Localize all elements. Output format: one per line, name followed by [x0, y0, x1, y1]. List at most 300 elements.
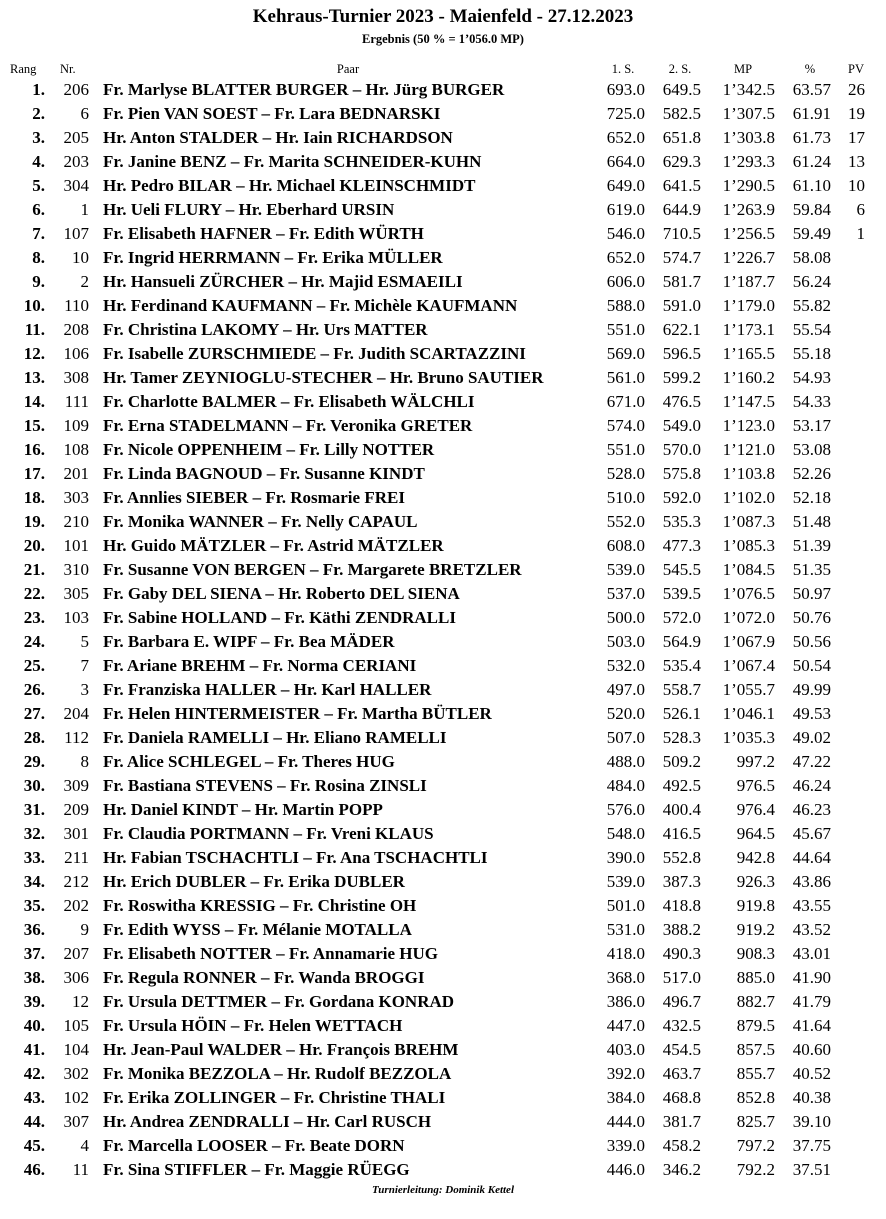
pair-number-cell: 301 — [63, 824, 89, 843]
percent-cell: 51.35 — [792, 560, 831, 579]
session-2-cell: 599.2 — [662, 368, 701, 387]
mp-cell: 1’173.1 — [722, 320, 775, 339]
pv-cell: 1 — [856, 224, 865, 243]
session-1-cell: 510.0 — [606, 488, 645, 507]
mp-cell: 1’076.5 — [722, 584, 775, 603]
pair-number-cell: 8 — [80, 752, 89, 771]
table-row — [0, 390, 886, 414]
rank-cell: 1. — [32, 80, 45, 99]
pair-names-cell: Fr. Nicole OPPENHEIM – Fr. Lilly NOTTER — [103, 440, 435, 459]
pv-cell: 10 — [848, 176, 865, 195]
table-row — [0, 438, 886, 462]
pair-names-cell: Hr. Hansueli ZÜRCHER – Hr. Majid ESMAEILI — [103, 272, 463, 291]
mp-cell: 919.8 — [736, 896, 775, 915]
pair-number-cell: 2 — [80, 272, 89, 291]
header-session-2: 2. S. — [668, 62, 692, 76]
pair-names-cell: Fr. Edith WYSS – Fr. Mélanie MOTALLA — [103, 920, 412, 939]
pv-cell: 17 — [848, 128, 865, 147]
pair-number-cell: 108 — [63, 440, 89, 459]
table-row — [0, 198, 886, 222]
header-pv: PV — [848, 62, 864, 76]
percent-cell: 61.91 — [792, 104, 831, 123]
session-2-cell: 509.2 — [662, 752, 701, 771]
rank-cell: 7. — [32, 224, 45, 243]
table-row — [0, 990, 886, 1014]
table-row — [0, 966, 886, 990]
header-mp: MP — [733, 62, 753, 76]
pair-names-cell: Fr. Isabelle ZURSCHMIEDE – Fr. Judith SCARTAZZINI — [103, 344, 526, 363]
pair-names-cell: Hr. Guido MÄTZLER – Fr. Astrid MÄTZLER — [103, 536, 444, 555]
table-row — [0, 630, 886, 654]
mp-cell: 1’085.3 — [722, 536, 775, 555]
pair-number-cell: 107 — [63, 224, 89, 243]
mp-cell: 976.5 — [736, 776, 775, 795]
table-row — [0, 342, 886, 366]
session-1-cell: 551.0 — [606, 320, 645, 339]
percent-cell: 54.33 — [792, 392, 831, 411]
session-1-cell: 649.0 — [606, 176, 645, 195]
results-table — [0, 78, 886, 1182]
mp-cell: 908.3 — [736, 944, 775, 963]
mp-cell: 882.7 — [736, 992, 775, 1011]
session-2-cell: 629.3 — [662, 152, 701, 171]
table-row — [0, 294, 886, 318]
header-session-1: 1. S. — [611, 62, 635, 76]
pair-number-cell: 111 — [64, 392, 89, 411]
session-1-cell: 539.0 — [606, 872, 645, 891]
rank-cell: 25. — [23, 656, 45, 675]
rank-cell: 15. — [23, 416, 45, 435]
rank-cell: 9. — [32, 272, 45, 291]
rank-cell: 34. — [23, 872, 45, 891]
session-2-cell: 641.5 — [662, 176, 701, 195]
header-paar: Paar — [336, 62, 360, 76]
pv-cell: 19 — [848, 104, 865, 123]
pair-number-cell: 305 — [63, 584, 89, 603]
mp-cell: 1’055.7 — [722, 680, 775, 699]
table-row — [0, 798, 886, 822]
rank-cell: 37. — [23, 944, 45, 963]
pair-names-cell: Hr. Jean-Paul WALDER – Hr. François BREHM — [103, 1040, 459, 1059]
percent-cell: 46.24 — [792, 776, 831, 795]
session-2-cell: 592.0 — [662, 488, 701, 507]
pair-number-cell: 12 — [72, 992, 89, 1011]
pair-number-cell: 209 — [63, 800, 89, 819]
pair-names-cell: Fr. Barbara E. WIPF – Fr. Bea MÄDER — [103, 632, 395, 651]
rank-cell: 46. — [23, 1160, 45, 1179]
session-1-cell: 569.0 — [606, 344, 645, 363]
tournament-director: Turnierleitung: Dominik Kettel — [372, 1184, 514, 1196]
table-row — [0, 822, 886, 846]
session-2-cell: 346.2 — [662, 1160, 701, 1179]
session-1-cell: 497.0 — [606, 680, 645, 699]
pair-names-cell: Fr. Sabine HOLLAND – Fr. Käthi ZENDRALLI — [103, 608, 456, 627]
rank-cell: 13. — [23, 368, 45, 387]
rank-cell: 17. — [23, 464, 45, 483]
session-1-cell: 386.0 — [606, 992, 645, 1011]
percent-cell: 40.38 — [792, 1088, 831, 1107]
mp-cell: 997.2 — [736, 752, 775, 771]
rank-cell: 19. — [23, 512, 45, 531]
table-row — [0, 1158, 886, 1182]
pair-number-cell: 202 — [63, 896, 89, 915]
pair-names-cell: Fr. Annlies SIEBER – Fr. Rosmarie FREI — [103, 488, 405, 507]
table-header — [0, 60, 886, 78]
pair-names-cell: Fr. Daniela RAMELLI – Hr. Eliano RAMELLI — [103, 728, 447, 747]
header-rang: Rang — [10, 62, 37, 76]
percent-cell: 41.90 — [792, 968, 831, 987]
percent-cell: 43.01 — [792, 944, 831, 963]
percent-cell: 46.23 — [792, 800, 831, 819]
session-1-cell: 520.0 — [606, 704, 645, 723]
pair-number-cell: 304 — [63, 176, 89, 195]
session-1-cell: 652.0 — [606, 128, 645, 147]
rank-cell: 28. — [23, 728, 45, 747]
pv-cell: 13 — [848, 152, 865, 171]
percent-cell: 49.99 — [792, 680, 831, 699]
percent-cell: 37.75 — [792, 1136, 831, 1155]
table-row — [0, 582, 886, 606]
session-2-cell: 591.0 — [662, 296, 701, 315]
pair-names-cell: Fr. Sina STIFFLER – Fr. Maggie RÜEGG — [103, 1160, 410, 1179]
percent-cell: 52.18 — [792, 488, 831, 507]
mp-cell: 1’102.0 — [722, 488, 775, 507]
percent-cell: 43.52 — [792, 920, 831, 939]
mp-cell: 1’165.5 — [722, 344, 775, 363]
session-2-cell: 387.3 — [662, 872, 701, 891]
percent-cell: 39.10 — [792, 1112, 831, 1131]
percent-cell: 40.60 — [792, 1040, 831, 1059]
pair-names-cell: Fr. Janine BENZ – Fr. Marita SCHNEIDER-KUHN — [103, 152, 482, 171]
session-1-cell: 561.0 — [606, 368, 645, 387]
session-1-cell: 446.0 — [606, 1160, 645, 1179]
rank-cell: 32. — [23, 824, 45, 843]
session-2-cell: 552.8 — [662, 848, 701, 867]
pair-names-cell: Fr. Franziska HALLER – Hr. Karl HALLER — [103, 680, 432, 699]
pair-names-cell: Fr. Monika WANNER – Fr. Nelly CAPAUL — [103, 512, 418, 531]
pair-names-cell: Fr. Elisabeth HAFNER – Fr. Edith WÜRTH — [103, 224, 424, 243]
mp-cell: 1’307.5 — [722, 104, 775, 123]
pair-names-cell: Fr. Erika ZOLLINGER – Fr. Christine THALI — [103, 1088, 446, 1107]
rank-cell: 4. — [32, 152, 45, 171]
rank-cell: 31. — [23, 800, 45, 819]
table-row — [0, 150, 886, 174]
rank-cell: 23. — [23, 608, 45, 627]
rank-cell: 39. — [23, 992, 45, 1011]
percent-cell: 49.02 — [792, 728, 831, 747]
table-row — [0, 870, 886, 894]
session-2-cell: 468.8 — [662, 1088, 701, 1107]
rank-cell: 21. — [23, 560, 45, 579]
rank-cell: 30. — [23, 776, 45, 795]
percent-cell: 52.26 — [792, 464, 831, 483]
table-row — [0, 1062, 886, 1086]
rank-cell: 6. — [32, 200, 45, 219]
percent-cell: 63.57 — [792, 80, 831, 99]
session-1-cell: 693.0 — [606, 80, 645, 99]
session-2-cell: 575.8 — [662, 464, 701, 483]
session-2-cell: 477.3 — [662, 536, 701, 555]
percent-cell: 51.48 — [792, 512, 831, 531]
pair-names-cell: Fr. Ariane BREHM – Fr. Norma CERIANI — [103, 656, 417, 675]
percent-cell: 50.76 — [792, 608, 831, 627]
session-2-cell: 649.5 — [662, 80, 701, 99]
table-row — [0, 246, 886, 270]
session-1-cell: 664.0 — [606, 152, 645, 171]
rank-cell: 36. — [23, 920, 45, 939]
session-2-cell: 458.2 — [662, 1136, 701, 1155]
session-2-cell: 517.0 — [662, 968, 701, 987]
mp-cell: 926.3 — [736, 872, 775, 891]
mp-cell: 1’046.1 — [722, 704, 775, 723]
percent-cell: 55.54 — [792, 320, 831, 339]
pair-number-cell: 5 — [80, 632, 89, 651]
pair-names-cell: Hr. Daniel KINDT – Hr. Martin POPP — [103, 800, 383, 819]
session-1-cell: 548.0 — [606, 824, 645, 843]
percent-cell: 50.56 — [792, 632, 831, 651]
mp-cell: 1’067.9 — [722, 632, 775, 651]
session-1-cell: 503.0 — [606, 632, 645, 651]
rank-cell: 38. — [23, 968, 45, 987]
percent-cell: 59.84 — [792, 200, 831, 219]
table-row — [0, 102, 886, 126]
table-row — [0, 174, 886, 198]
pair-names-cell: Hr. Ferdinand KAUFMANN – Fr. Michèle KAUFMANN — [103, 296, 518, 315]
pair-names-cell: Hr. Andrea ZENDRALLI – Hr. Carl RUSCH — [103, 1112, 432, 1131]
rank-cell: 40. — [23, 1016, 45, 1035]
percent-cell: 56.24 — [792, 272, 831, 291]
pair-names-cell: Fr. Christina LAKOMY – Hr. Urs MATTER — [103, 320, 428, 339]
session-2-cell: 418.8 — [662, 896, 701, 915]
session-1-cell: 725.0 — [606, 104, 645, 123]
table-row — [0, 918, 886, 942]
pair-names-cell: Fr. Ingrid HERRMANN – Fr. Erika MÜLLER — [103, 248, 443, 267]
mp-cell: 825.7 — [736, 1112, 775, 1131]
pair-names-cell: Hr. Pedro BILAR – Hr. Michael KLEINSCHMIDT — [103, 176, 476, 195]
mp-cell: 942.8 — [736, 848, 775, 867]
rank-cell: 22. — [23, 584, 45, 603]
table-row — [0, 678, 886, 702]
table-row — [0, 414, 886, 438]
session-1-cell: 619.0 — [606, 200, 645, 219]
pair-number-cell: 310 — [63, 560, 89, 579]
pair-names-cell: Fr. Linda BAGNOUD – Fr. Susanne KINDT — [103, 464, 425, 483]
session-1-cell: 539.0 — [606, 560, 645, 579]
session-2-cell: 463.7 — [662, 1064, 701, 1083]
session-1-cell: 552.0 — [606, 512, 645, 531]
pair-number-cell: 106 — [63, 344, 89, 363]
table-row — [0, 126, 886, 150]
pair-names-cell: Fr. Bastiana STEVENS – Fr. Rosina ZINSLI — [103, 776, 427, 795]
percent-cell: 61.24 — [792, 152, 831, 171]
rank-cell: 5. — [32, 176, 45, 195]
percent-cell: 45.67 — [792, 824, 831, 843]
session-1-cell: 444.0 — [606, 1112, 645, 1131]
percent-cell: 53.08 — [792, 440, 831, 459]
percent-cell: 44.64 — [792, 848, 831, 867]
pair-number-cell: 207 — [63, 944, 89, 963]
mp-cell: 919.2 — [736, 920, 775, 939]
mp-cell: 964.5 — [736, 824, 775, 843]
session-2-cell: 535.3 — [662, 512, 701, 531]
mp-cell: 857.5 — [736, 1040, 775, 1059]
percent-cell: 50.54 — [792, 656, 831, 675]
rank-cell: 26. — [23, 680, 45, 699]
rank-cell: 45. — [23, 1136, 45, 1155]
mp-cell: 1’121.0 — [722, 440, 775, 459]
pair-number-cell: 201 — [63, 464, 89, 483]
session-2-cell: 596.5 — [662, 344, 701, 363]
session-2-cell: 574.7 — [662, 248, 701, 267]
session-2-cell: 549.0 — [662, 416, 701, 435]
pair-number-cell: 104 — [63, 1040, 89, 1059]
rank-cell: 8. — [32, 248, 45, 267]
session-2-cell: 528.3 — [662, 728, 701, 747]
table-row — [0, 942, 886, 966]
rank-cell: 41. — [23, 1040, 45, 1059]
session-2-cell: 381.7 — [662, 1112, 701, 1131]
percent-cell: 54.93 — [792, 368, 831, 387]
table-row — [0, 1134, 886, 1158]
mp-cell: 1’147.5 — [722, 392, 775, 411]
session-2-cell: 644.9 — [662, 200, 701, 219]
mp-cell: 1’342.5 — [722, 80, 775, 99]
table-row — [0, 846, 886, 870]
session-2-cell: 572.0 — [662, 608, 701, 627]
session-1-cell: 368.0 — [606, 968, 645, 987]
session-2-cell: 581.7 — [662, 272, 701, 291]
pair-number-cell: 101 — [63, 536, 89, 555]
percent-cell: 43.55 — [792, 896, 831, 915]
rank-cell: 44. — [23, 1112, 45, 1131]
table-row — [0, 606, 886, 630]
table-row — [0, 894, 886, 918]
mp-cell: 1’072.0 — [722, 608, 775, 627]
rank-cell: 42. — [23, 1064, 45, 1083]
rank-cell: 35. — [23, 896, 45, 915]
pair-number-cell: 203 — [63, 152, 89, 171]
percent-cell: 49.53 — [792, 704, 831, 723]
mp-cell: 852.8 — [736, 1088, 775, 1107]
table-row — [0, 558, 886, 582]
pair-names-cell: Fr. Alice SCHLEGEL – Fr. Theres HUG — [103, 752, 395, 771]
pair-names-cell: Hr. Anton STALDER – Hr. Iain RICHARDSON — [103, 128, 453, 147]
pair-number-cell: 4 — [80, 1136, 89, 1155]
session-2-cell: 476.5 — [662, 392, 701, 411]
session-2-cell: 492.5 — [662, 776, 701, 795]
rank-cell: 43. — [23, 1088, 45, 1107]
mp-cell: 855.7 — [736, 1064, 775, 1083]
session-2-cell: 651.8 — [662, 128, 701, 147]
session-2-cell: 558.7 — [662, 680, 701, 699]
mp-cell: 1’263.9 — [722, 200, 775, 219]
pair-number-cell: 210 — [63, 512, 89, 531]
pair-names-cell: Fr. Roswitha KRESSIG – Fr. Christine OH — [103, 896, 417, 915]
pair-number-cell: 205 — [63, 128, 89, 147]
table-row — [0, 654, 886, 678]
session-1-cell: 546.0 — [606, 224, 645, 243]
pair-names-cell: Fr. Susanne VON BERGEN – Fr. Margarete BRETZLER — [103, 560, 522, 579]
pair-number-cell: 102 — [63, 1088, 89, 1107]
pair-names-cell: Fr. Charlotte BALMER – Fr. Elisabeth WÄLCHLI — [103, 392, 475, 411]
percent-cell: 51.39 — [792, 536, 831, 555]
table-row — [0, 270, 886, 294]
session-1-cell: 671.0 — [606, 392, 645, 411]
session-2-cell: 526.1 — [662, 704, 701, 723]
mp-cell: 1’290.5 — [722, 176, 775, 195]
mp-cell: 1’103.8 — [722, 464, 775, 483]
mp-cell: 885.0 — [736, 968, 775, 987]
pair-number-cell: 7 — [80, 656, 89, 675]
pair-names-cell: Hr. Erich DUBLER – Fr. Erika DUBLER — [103, 872, 405, 891]
session-2-cell: 432.5 — [662, 1016, 701, 1035]
mp-cell: 1’179.0 — [722, 296, 775, 315]
percent-cell: 41.79 — [792, 992, 831, 1011]
rank-cell: 33. — [23, 848, 45, 867]
session-1-cell: 532.0 — [606, 656, 645, 675]
rank-cell: 18. — [23, 488, 45, 507]
pair-names-cell: Hr. Tamer ZEYNIOGLU-STECHER – Hr. Bruno SAUTIER — [103, 368, 544, 387]
percent-cell: 43.86 — [792, 872, 831, 891]
mp-cell: 1’035.3 — [722, 728, 775, 747]
table-row — [0, 510, 886, 534]
session-2-cell: 622.1 — [662, 320, 701, 339]
table-row — [0, 486, 886, 510]
pair-number-cell: 1 — [80, 200, 89, 219]
table-row — [0, 366, 886, 390]
mp-cell: 879.5 — [736, 1016, 775, 1035]
mp-cell: 792.2 — [736, 1160, 775, 1179]
mp-cell: 1’084.5 — [722, 560, 775, 579]
pair-names-cell: Fr. Ursula DETTMER – Fr. Gordana KONRAD — [103, 992, 455, 1011]
session-1-cell: 576.0 — [606, 800, 645, 819]
session-2-cell: 490.3 — [662, 944, 701, 963]
mp-cell: 1’123.0 — [722, 416, 775, 435]
percent-cell: 55.18 — [792, 344, 831, 363]
mp-cell: 1’067.4 — [722, 656, 775, 675]
pair-names-cell: Fr. Claudia PORTMANN – Fr. Vreni KLAUS — [103, 824, 434, 843]
session-2-cell: 535.4 — [662, 656, 701, 675]
percent-cell: 53.17 — [792, 416, 831, 435]
session-1-cell: 537.0 — [606, 584, 645, 603]
rank-cell: 10. — [23, 296, 45, 315]
rank-cell: 14. — [23, 392, 45, 411]
pair-names-cell: Fr. Ursula HÖIN – Fr. Helen WETTACH — [103, 1016, 403, 1035]
session-2-cell: 582.5 — [662, 104, 701, 123]
session-1-cell: 390.0 — [606, 848, 645, 867]
pair-number-cell: 204 — [63, 704, 89, 723]
session-2-cell: 454.5 — [662, 1040, 701, 1059]
percent-cell: 59.49 — [792, 224, 831, 243]
pair-names-cell: Fr. Gaby DEL SIENA – Hr. Roberto DEL SIENA — [103, 584, 460, 603]
table-row — [0, 1110, 886, 1134]
session-1-cell: 447.0 — [606, 1016, 645, 1035]
table-row — [0, 1038, 886, 1062]
percent-cell: 55.82 — [792, 296, 831, 315]
header-percent: % — [804, 62, 816, 76]
pair-number-cell: 306 — [63, 968, 89, 987]
pair-number-cell: 11 — [72, 1160, 89, 1179]
session-2-cell: 710.5 — [662, 224, 701, 243]
session-1-cell: 500.0 — [606, 608, 645, 627]
pair-names-cell: Hr. Ueli FLURY – Hr. Eberhard URSIN — [103, 200, 395, 219]
rank-cell: 16. — [23, 440, 45, 459]
session-2-cell: 564.9 — [662, 632, 701, 651]
percent-cell: 41.64 — [792, 1016, 831, 1035]
session-1-cell: 501.0 — [606, 896, 645, 915]
percent-cell: 47.22 — [792, 752, 831, 771]
session-1-cell: 418.0 — [606, 944, 645, 963]
